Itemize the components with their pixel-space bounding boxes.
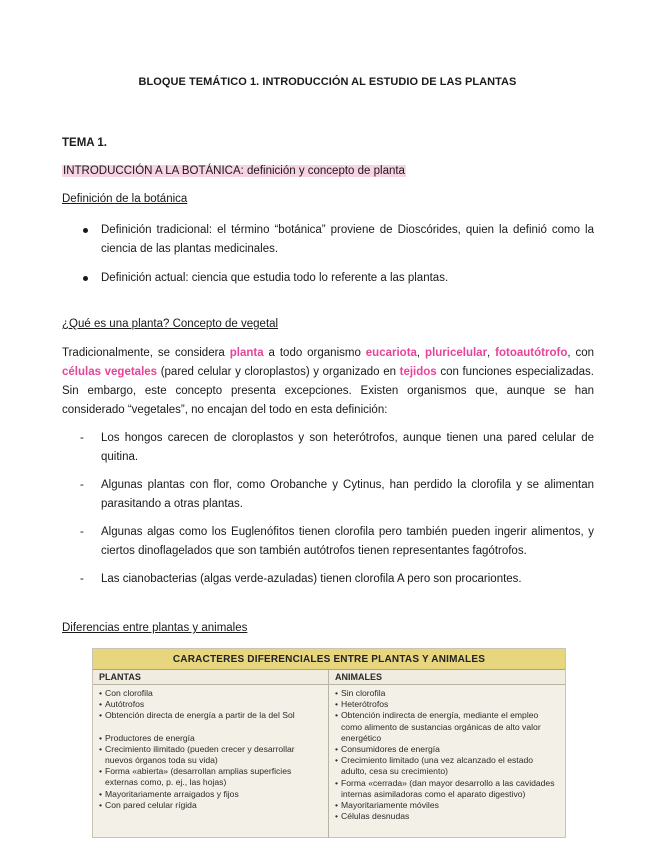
section-title: INTRODUCCIÓN A LA BOTÁNICA: definición y concepto de planta (63, 165, 405, 177)
plants-column (93, 670, 329, 838)
table-row: • Obtención indirecta de energía, mediante el empleo como alimento de sustancias orgánicas de alto valor energético (335, 710, 541, 743)
table-row: • Productores de energía (99, 732, 195, 743)
highlight-term: tejidos (399, 366, 437, 378)
table-row: • Obtención directa de energía a partir de la del Sol (99, 710, 295, 721)
plants-header: PLANTAS (93, 670, 328, 685)
dash-icon: - (80, 526, 84, 538)
highlight-term: fotoautótrofo (495, 347, 568, 359)
table-row: • Crecimiento ilimitado (pueden crecer y desarrollar nuevos órganos toda su vida) (99, 743, 295, 766)
table-row: • Sin clorofila (335, 688, 386, 698)
highlight-term: eucariota (365, 347, 417, 359)
plant-concept-heading: ¿Qué es una planta? Concepto de vegetal (62, 318, 279, 330)
list-item: - Algunas plantas con flor, como Orobanche y Cytinus, han perdido la clorofila y se alimentan parasitando a otras plantas. (62, 476, 594, 514)
bullet-dot-icon (83, 228, 88, 233)
differences-heading: Diferencias entre plantas y animales (62, 622, 248, 634)
highlight-term: planta (229, 347, 264, 359)
differences-table (92, 648, 566, 838)
dash-icon: - (80, 479, 84, 491)
table-row: • Con pared celular rígida (99, 799, 197, 810)
bullet-dot-icon (83, 276, 88, 281)
highlight-term: células vegetales (62, 366, 158, 378)
list-item: Definición tradicional: el término “botánica” proviene de Dioscórides, quien la definió como la ciencia de las plantas medicinales. (62, 221, 594, 259)
table-title: CARACTERES DIFERENCIALES ENTRE PLANTAS Y ANIMALES (93, 649, 565, 670)
animals-header: ANIMALES (329, 670, 565, 685)
dash-icon: - (80, 432, 84, 444)
list-item: Definición actual: ciencia que estudia todo lo referente a las plantas. (62, 269, 594, 288)
table-row: • Autótrofos (99, 699, 145, 710)
dash-icon: - (80, 573, 84, 585)
tema-heading: TEMA 1. (62, 137, 107, 149)
table-row: • Células desnudas (335, 811, 410, 822)
table-row: • Mayoritariamente móviles (335, 800, 439, 811)
exceptions-list (62, 429, 594, 589)
list-item: - Algunas algas como los Euglenófitos tienen clorofila pero también pueden ingerir alimentos, y ciertos dinoflagelados que son también autótrofos tienen representantes fagótrofos. (62, 523, 594, 561)
table-row: • Heterótrofos (335, 699, 389, 710)
list-item: - Los hongos carecen de cloroplastos y son heterótrofos, aunque tienen una pared celular de quitina. (62, 429, 594, 467)
table-row: • Forma «cerrada» (dan mayor desarrollo a las cavidades internas asimiladoras como el aparato digestivo) (335, 777, 555, 799)
table-row: • Crecimiento limitado (una vez alcanzado el estado adulto, cesa su crecimiento) (335, 755, 534, 777)
list-item: - Las cianobacterias (algas verde-azuladas) tienen clorofila A pero son procariontes. (62, 570, 594, 589)
animals-column (329, 670, 565, 838)
highlight-term: pluricelular (425, 347, 488, 359)
document-title: BLOQUE TEMÁTICO 1. INTRODUCCIÓN AL ESTUDIO DE LAS PLANTAS (138, 76, 517, 88)
table-row: • Con clorofila (99, 688, 153, 698)
definition-list (62, 221, 594, 288)
table-row: • Mayoritariamente arraigados y fijos (99, 788, 239, 799)
definition-heading: Definición de la botánica (62, 193, 188, 205)
plant-concept-paragraph: Tradicionalmente, se considera planta a todo organismo eucariota, pluricelular, fotoautótrofo, con células vegetales (pared celular y cloroplastos) y organizado en tejidos con funciones especializadas. Sin embargo, este concepto presenta excepciones. Existen organismos que, aunque se han considerado “vegetales”, no encajan del todo en esta definición: (62, 347, 595, 416)
table-row: • Forma «abierta» (desarrollan amplias superficies externas como, p. ej., las hojas) (99, 766, 292, 788)
table-row: • Consumidores de energía (335, 744, 440, 755)
